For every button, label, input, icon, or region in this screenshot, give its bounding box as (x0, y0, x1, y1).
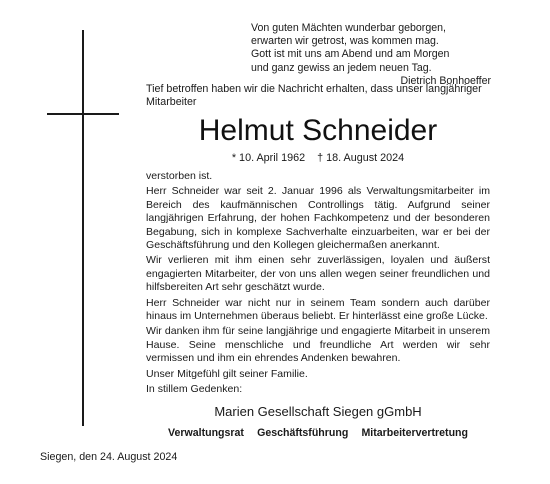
signatory: Verwaltungsrat (168, 427, 244, 439)
body-paragraph: Herr Schneider war nicht nur in seinem Team sondern auch darüber hinaus im Unternehmen überaus beliebt. Er hinterlässt eine große Lücke. (146, 296, 490, 323)
body-paragraph: Wir danken ihm für seine langjährige und engagierte Mitarbeit in unserem Hause. Seine menschliche und freundliche Art werden wir sehr vermissen und ihm ein ehrendes Andenken bewahren. (146, 325, 490, 365)
quote-author: Dietrich Bonhoeffer (400, 74, 491, 87)
quote-line: erwarten wir getrost, was kommen mag. (251, 35, 439, 48)
company-name: Marien Gesellschaft Siegen gGmbH (214, 404, 422, 419)
cross-horizontal-bar (47, 113, 119, 115)
body-paragraph: Wir verlieren mit ihm einen sehr zuverlässigen, loyalen und äußerst engagierten Mitarbeiter, der von uns allen wegen seiner freundlichen und hilfsbereiten Art sehr geschätzt wurde. (146, 254, 490, 294)
cross-vertical-bar (82, 30, 84, 426)
place-date: Siegen, den 24. August 2024 (40, 451, 178, 463)
body-paragraph: Herr Schneider war seit 2. Januar 1996 als Verwaltungsmitarbeiter im Bereich des kaufmännischen Controllings tätig. Aufgrund seiner langjährigen Erfahrung, der hohen Fachkompetenz und der besonderen Begabung, sich in komplexe Sachverhalte einzuarbeiten, war er bei der Geschäftsführung und den Kollegen gleichermaßen anerkannt. (146, 185, 490, 252)
deceased-name: Helmut Schneider (198, 114, 438, 147)
obituary-body (146, 170, 490, 399)
body-paragraph: Unser Mitgefühl gilt seiner Familie. (146, 367, 308, 380)
signatories (146, 427, 490, 440)
signatory: Geschäftsführung (257, 427, 349, 439)
body-paragraph: In stillem Gedenken: (146, 383, 243, 396)
bonhoeffer-quote (251, 22, 491, 88)
life-dates: * 10. April 1962 † 18. August 2024 (231, 152, 405, 164)
body-paragraph: verstorben ist. (146, 170, 213, 182)
quote-line: Von guten Mächten wunderbar geborgen, (251, 22, 446, 34)
quote-line: und ganz gewiss an jedem neuen Tag. (251, 61, 432, 74)
intro-text: Tief betroffen haben wir die Nachricht erhalten, dass unser langjähriger Mitarbeiter (146, 83, 482, 109)
quote-line: Gott ist mit uns am Abend und am Morgen (251, 48, 450, 61)
signatory: Mitarbeitervertretung (361, 427, 468, 439)
